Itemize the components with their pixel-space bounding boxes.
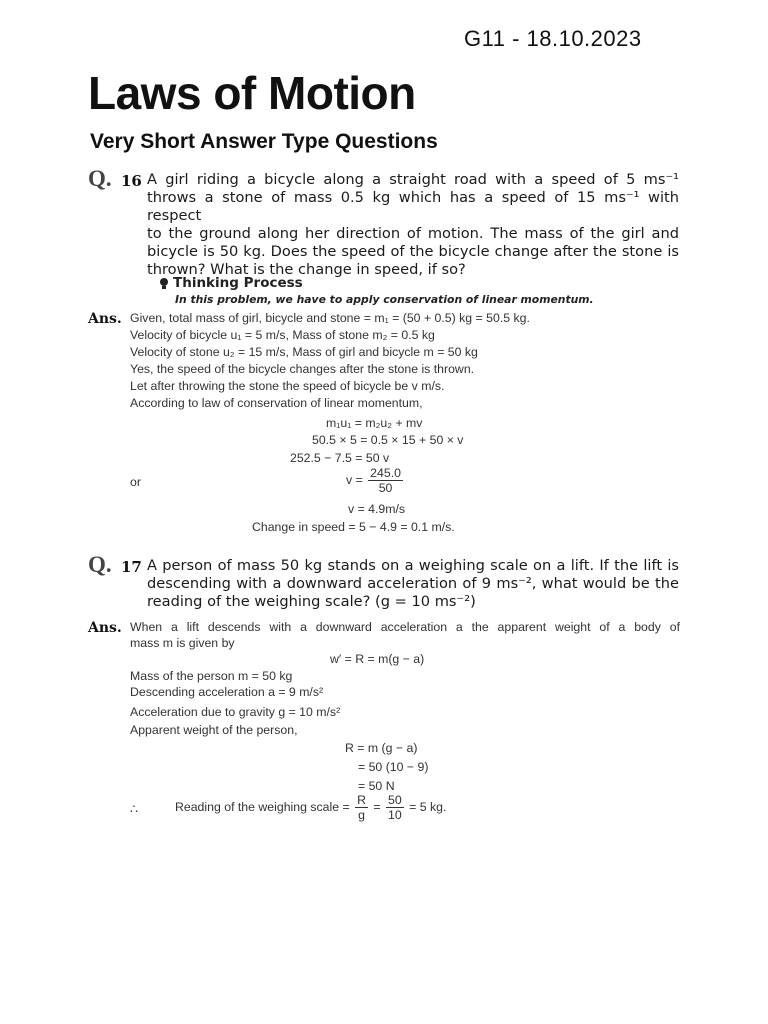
q16-ans-line-2: Velocity of bicycle u₁ = 5 m/s, Mass of stone m₂ = 0.5 kg bbox=[130, 328, 435, 342]
q16-ans-line-6: According to law of conservation of linear momentum, bbox=[130, 396, 423, 410]
q16-ans-line-4: Yes, the speed of the bicycle changes after the stone is thrown. bbox=[130, 362, 475, 376]
q17-result: = 5 kg. bbox=[409, 799, 447, 814]
lightbulb-icon bbox=[160, 278, 168, 286]
q16-equation-1: m₁u₁ = m₂u₂ + mv bbox=[326, 416, 423, 430]
q17-equation-2: R = m (g − a) bbox=[345, 741, 418, 755]
q16-equation-4 bbox=[346, 466, 405, 495]
thinking-process-text: In this problem, we have to apply conservation of linear momentum. bbox=[175, 293, 594, 306]
q17-apparent-weight-label: Apparent weight of the person, bbox=[130, 723, 298, 737]
q16-equation-6: Change in speed = 5 − 4.9 = 0.1 m/s. bbox=[252, 520, 455, 534]
q17-reading-label: Reading of the weighing scale = bbox=[175, 799, 350, 814]
q17-ans-line-1: When a lift descends with a downward acceleration a the apparent weight of a body of bbox=[130, 620, 680, 634]
q17-reading-equation bbox=[175, 793, 446, 822]
q17-given-acceleration: Descending acceleration a = 9 m/s² bbox=[130, 685, 324, 699]
question-number-16: 16 bbox=[121, 172, 142, 190]
thinking-process-heading bbox=[160, 275, 303, 291]
q16-fraction bbox=[368, 466, 403, 495]
q17-fraction-r-over-g bbox=[355, 793, 368, 822]
q16-ans-line-3: Velocity of stone u₂ = 15 m/s, Mass of girl and bicycle m = 50 kg bbox=[130, 345, 478, 359]
q17-given-mass: Mass of the person m = 50 kg bbox=[130, 669, 293, 683]
question-text-16 bbox=[147, 171, 679, 279]
q17-fraction-2-numerator: 50 bbox=[388, 793, 402, 807]
q17-equation-3: = 50 (10 − 9) bbox=[358, 760, 429, 774]
answer-label-16: Ans. bbox=[88, 311, 122, 327]
section-subtitle: Very Short Answer Type Questions bbox=[90, 130, 438, 153]
q16-line-2: throws a stone of mass 0.5 kg which has a speed of 15 ms⁻¹ with respect bbox=[147, 189, 679, 224]
q16-equation-2: 50.5 × 5 = 0.5 × 15 + 50 × v bbox=[312, 433, 464, 447]
question-marker-17: Q. bbox=[88, 552, 112, 577]
q16-line-3: to the ground along her direction of motion. The mass of the girl and bbox=[147, 225, 679, 242]
q16-equation-3: 252.5 − 7.5 = 50 v bbox=[290, 451, 390, 465]
therefore-symbol: ∴ bbox=[130, 802, 138, 816]
q16-line-1: A girl riding a bicycle along a straight road with a speed of 5 ms⁻¹ bbox=[147, 171, 679, 188]
q17-given-gravity: Acceleration due to gravity g = 10 m/s² bbox=[130, 705, 341, 719]
q16-line-5: thrown? What is the change in speed, if so? bbox=[147, 261, 466, 278]
q17-fraction-2-denominator: 10 bbox=[388, 808, 402, 822]
question-text-17 bbox=[147, 557, 679, 611]
q17-equation-1: w′ = R = m(g − a) bbox=[330, 652, 425, 666]
q17-fraction-50-over-10 bbox=[386, 793, 404, 822]
q16-or-label: or bbox=[130, 475, 141, 489]
q16-line-4: bicycle is 50 kg. Does the speed of the bicycle change after the stone is bbox=[147, 243, 679, 260]
thinking-process-title: Thinking Process bbox=[173, 275, 303, 291]
q17-fraction-1-numerator: R bbox=[357, 793, 366, 807]
q16-fraction-numerator: 245.0 bbox=[370, 466, 401, 480]
q17-fraction-1-denominator: g bbox=[358, 808, 365, 822]
q17-ans-line-2: mass m is given by bbox=[130, 636, 235, 650]
question-marker-16: Q. bbox=[88, 166, 112, 191]
date-stamp: G11 - 18.10.2023 bbox=[464, 26, 642, 51]
q17-line-1: A person of mass 50 kg stands on a weighing scale on a lift. If the lift is bbox=[147, 557, 679, 574]
q16-ans-line-1: Given, total mass of girl, bicycle and stone = m₁ = (50 + 0.5) kg = 50.5 kg. bbox=[130, 311, 530, 325]
q17-line-2: descending with a downward acceleration of 9 ms⁻², what would be the bbox=[147, 575, 679, 592]
q16-fraction-denominator: 50 bbox=[378, 481, 393, 495]
q16-ans-line-5: Let after throwing the stone the speed of bicycle be v m/s. bbox=[130, 379, 445, 393]
question-number-17: 17 bbox=[121, 558, 142, 576]
q16-eq4-lhs: v = bbox=[346, 472, 363, 487]
q16-equation-5: v = 4.9m/s bbox=[348, 502, 406, 516]
q17-equation-4: = 50 N bbox=[358, 779, 395, 793]
q17-equals-sign: = bbox=[373, 799, 381, 814]
answer-label-17: Ans. bbox=[88, 620, 122, 636]
chapter-title: Laws of Motion bbox=[88, 67, 416, 119]
q17-line-3: reading of the weighing scale? (g = 10 ms⁻²) bbox=[147, 593, 476, 610]
